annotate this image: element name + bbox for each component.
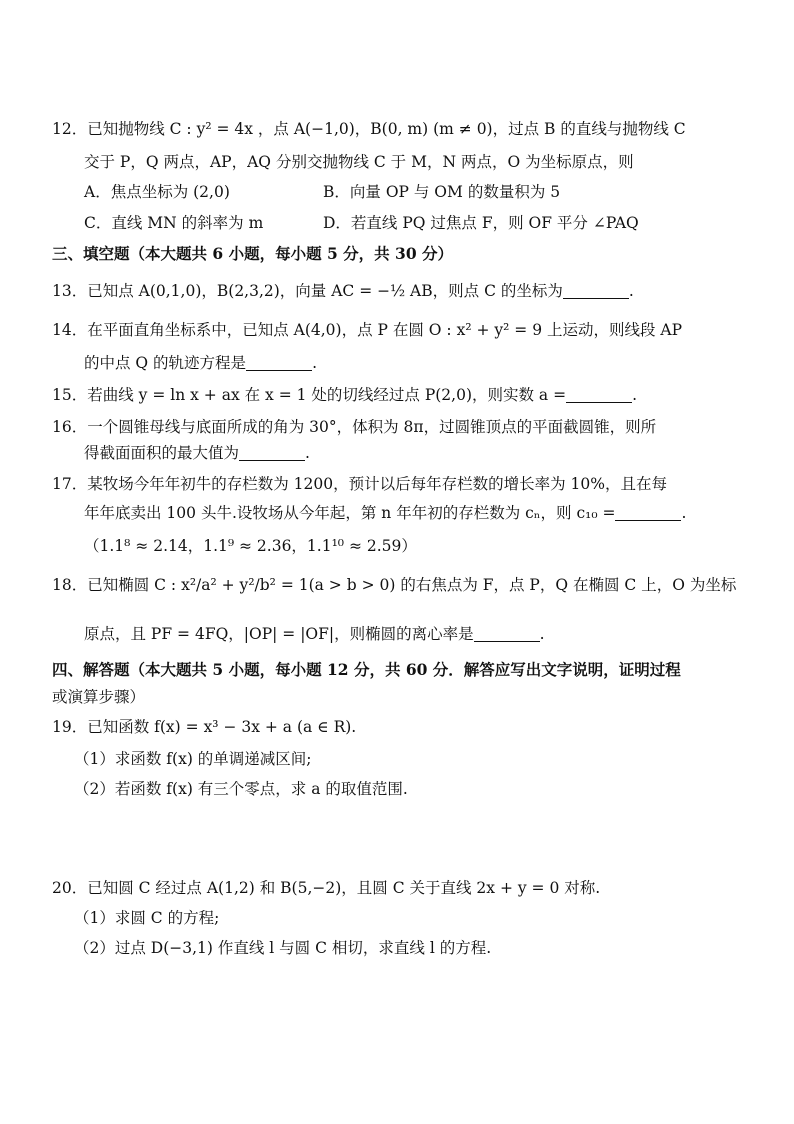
q12-option-b: B．向量 OP 与 OM 的数量积为 5 [323, 183, 561, 201]
q18-line2: 原点，且 PF = 4FQ，|OP| = |OF|，则椭圆的离心率是 . [84, 625, 545, 643]
q20-stem: 20．已知圆 C 经过点 A(1,2) 和 B(5,−2)，且圆 C 关于直线 2x + y = 0 对称. [52, 879, 601, 897]
q17-line1: 17．某牧场今年年初牛的存栏数为 1200，预计以后每年存栏数的增长率为 10%，且在每 [52, 475, 667, 493]
q17-answer-blank[interactable] [615, 504, 681, 521]
q18-text: 原点，且 PF = 4FQ，|OP| = |OF|，则椭圆的离心率是 [84, 625, 474, 643]
q15-line: 15．若曲线 y = ln x + ax 在 x = 1 处的切线经过点 P(2,0)，则实数 a = . [52, 386, 638, 404]
q17-line2: 年年底卖出 100 头牛.设牧场从今年起，第 n 年年初的存栏数为 cₙ，则 c₁₀ = . [84, 504, 687, 522]
q18-answer-blank[interactable] [474, 625, 540, 642]
q19-part1: （1）求函数 f(x) 的单调递减区间; [74, 750, 312, 768]
q19-stem: 19．已知函数 f(x) = x³ − 3x + a (a ∈ R). [52, 718, 357, 736]
q13-answer-blank[interactable] [563, 282, 629, 299]
q16-answer-blank[interactable] [239, 444, 305, 461]
q17-text: 年年底卖出 100 头牛.设牧场从今年起，第 n 年年初的存栏数为 cₙ，则 c₁₀ = [84, 504, 616, 522]
q14-line2: 的中点 Q 的轨迹方程是 . [84, 354, 317, 372]
q16-text: 得截面面积的最大值为 [84, 444, 240, 462]
q12-option-c: C．直线 MN 的斜率为 m [84, 214, 264, 232]
q13-text: 13．已知点 A(0,1,0)，B(2,3,2)，向量 AC = −½ AB，则点 C 的坐标为 [52, 282, 563, 300]
q15-text: 15．若曲线 y = ln x + ax 在 x = 1 处的切线经过点 P(2,0)，则实数 a = [52, 386, 567, 404]
q18-line1: 18．已知椭圆 C : x²/a² + y²/b² = 1(a > b > 0) 的右焦点为 F，点 P，Q 在椭圆 C 上，O 为坐标 [52, 576, 737, 594]
q12-option-a: A．焦点坐标为 (2,0) [84, 183, 230, 201]
section4-heading-line1 [52, 659, 681, 681]
q16-line2: 得截面面积的最大值为 . [84, 444, 310, 462]
q19-part2: （2）若函数 f(x) 有三个零点，求 a 的取值范围. [74, 780, 408, 798]
section3-heading: 三、填空题（本大题共 6 小题，每小题 5 分，共 30 分） [52, 244, 454, 263]
q12-option-d: D．若直线 PQ 过焦点 F，则 OF 平分 ∠PAQ [323, 214, 639, 232]
q13-line: 13．已知点 A(0,1,0)，B(2,3,2)，向量 AC = −½ AB，则点 C 的坐标为 . [52, 282, 634, 300]
q14-line1: 14．在平面直角坐标系中，已知点 A(4,0)，点 P 在圆 O : x² + y² = 9 上运动，则线段 AP [52, 321, 683, 339]
q12-line1: 12．已知抛物线 C : y² = 4x ，点 A(−1,0)，B(0, m) (m ≠ 0)，过点 B 的直线与抛物线 C [52, 120, 686, 138]
q15-answer-blank[interactable] [566, 386, 632, 403]
section4-heading-line2: 或演算步骤） [52, 688, 146, 706]
q14-answer-blank[interactable] [246, 354, 312, 371]
q20-part2: （2）过点 D(−3,1) 作直线 l 与圆 C 相切，求直线 l 的方程. [74, 939, 492, 957]
q14-text: 的中点 Q 的轨迹方程是 [84, 354, 247, 372]
q17-line3: （1.1⁸ ≈ 2.14，1.1⁹ ≈ 2.36，1.1¹⁰ ≈ 2.59） [84, 537, 417, 555]
q16-line1: 16．一个圆锥母线与底面所成的角为 30°，体积为 8π，过圆锥顶点的平面截圆锥，则所 [52, 418, 657, 436]
q20-part1: （1）求圆 C 的方程; [74, 909, 220, 927]
q12-line2: 交于 P，Q 两点，AP，AQ 分别交抛物线 C 于 M，N 两点，O 为坐标原点，则 [84, 153, 634, 171]
section4-heading-text: 四、解答题（本大题共 5 小题，每小题 12 分，共 60 分．解答应写出文字说明，证明过程 [52, 660, 681, 679]
